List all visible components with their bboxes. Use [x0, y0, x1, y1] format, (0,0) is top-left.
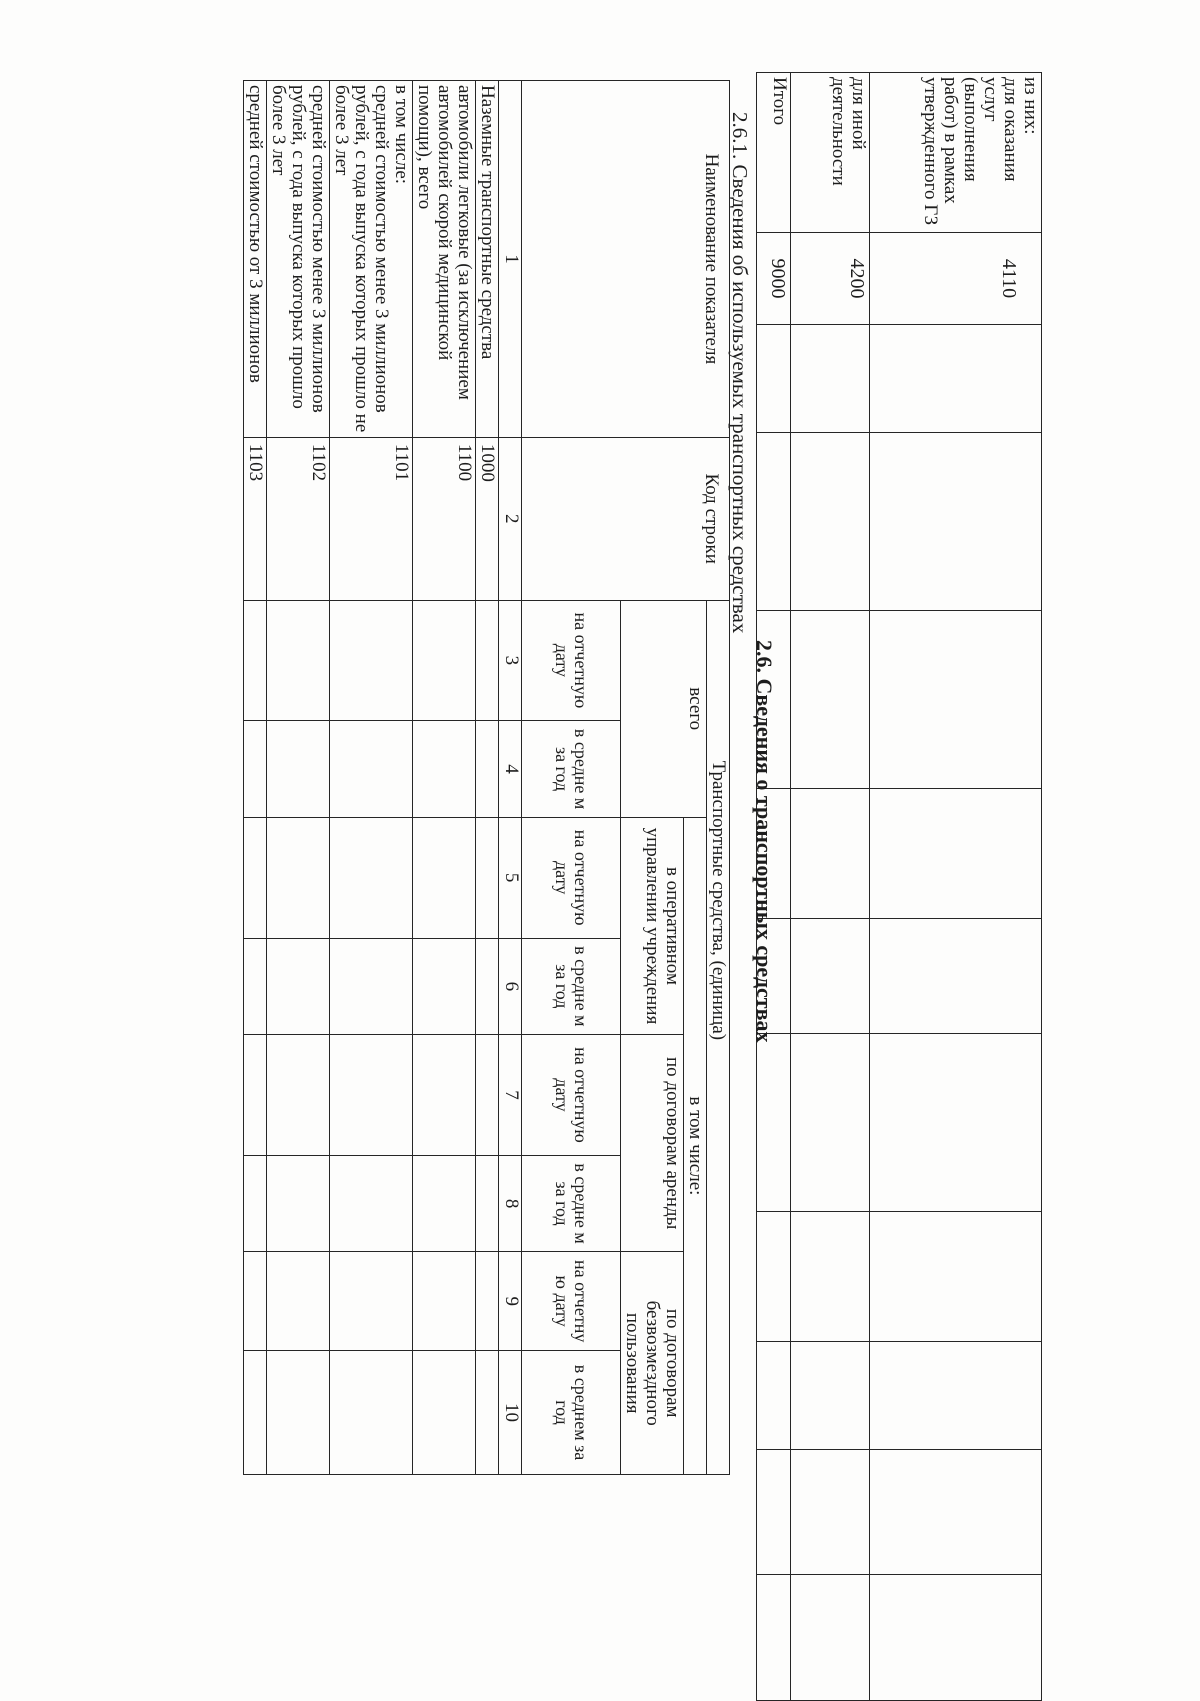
header-code: Код строки	[522, 437, 730, 600]
row-code: 1102	[267, 437, 330, 600]
header-avg-year: в среднем за год	[522, 1351, 621, 1475]
column-number: 4	[499, 721, 522, 818]
column-number: 5	[499, 817, 522, 938]
table-row	[330, 81, 413, 1475]
column-numbers-row	[499, 81, 522, 1475]
column-number: 10	[499, 1351, 522, 1475]
subsection-title: 2.6.1. Сведения об используемых транспортных средствах	[728, 112, 752, 634]
header-group: Транспортные средства, (единица)	[707, 600, 730, 1474]
top-table-row	[791, 73, 870, 1701]
table-row	[476, 81, 499, 1475]
header-name: Наименование показателя	[522, 81, 730, 438]
section-title: 2.6. Сведения о транспортных средствах	[752, 640, 777, 1043]
row-label: Итого	[757, 73, 791, 233]
row-name: в том числе: средней стоимостью менее 3 миллионов рублей, с года выпуска которых прошло не более 3 лет	[330, 81, 413, 438]
row-code: 4110	[870, 233, 1042, 325]
column-number: 3	[499, 600, 522, 721]
header-on-date: на отчетну ю дату	[522, 1252, 621, 1351]
header-total: всего	[621, 600, 707, 817]
row-code: 1103	[244, 437, 267, 600]
row-code: 1000	[476, 437, 499, 600]
column-number: 6	[499, 938, 522, 1035]
column-number: 7	[499, 1035, 522, 1156]
top-table-row	[870, 73, 1042, 1701]
row-name: автомобили легковые (за исключением автомобилей скорой медицинской помощи), всего	[413, 81, 476, 438]
row-code: 4200	[791, 233, 870, 325]
table-row	[413, 81, 476, 1475]
header-avg-year: в средне м за год	[522, 1155, 621, 1252]
header-incl: в том числе:	[684, 817, 707, 1474]
column-number: 9	[499, 1252, 522, 1351]
row-name: средней стоимостью от 3 миллионов	[244, 81, 267, 438]
header-avg-year: в средне м за год	[522, 721, 621, 818]
row-code: 9000	[757, 233, 791, 325]
table-row	[244, 81, 267, 1475]
header-on-date: на отчетную дату	[522, 1035, 621, 1156]
table-row	[267, 81, 330, 1475]
column-number: 8	[499, 1155, 522, 1252]
row-code: 1100	[413, 437, 476, 600]
row-code: 1101	[330, 437, 413, 600]
top-table	[756, 72, 1042, 1701]
header-operative: в оперативном управлении учреждения	[621, 817, 684, 1034]
column-number: 1	[499, 81, 522, 438]
row-name: средней стоимостью менее 3 миллионов рублей, с года выпуска которых прошло более 3 лет	[267, 81, 330, 438]
row-label: для иной деятельности	[791, 73, 870, 233]
header-avg-year: в средне м за год	[522, 938, 621, 1035]
header-lease: по договорам аренды	[621, 1035, 684, 1252]
header-on-date: на отчетную дату	[522, 600, 621, 721]
vehicles-table	[243, 80, 730, 1475]
header-free-use: по договорам безвозмездного пользования	[621, 1252, 684, 1475]
row-name: Наземные транспортные средства	[476, 81, 499, 438]
header-on-date: на отчетную дату	[522, 817, 621, 938]
column-number: 2	[499, 437, 522, 600]
row-label: из них: для оказания услуг (выполнения работ) в рамках утвержденного ГЗ	[870, 73, 1042, 233]
